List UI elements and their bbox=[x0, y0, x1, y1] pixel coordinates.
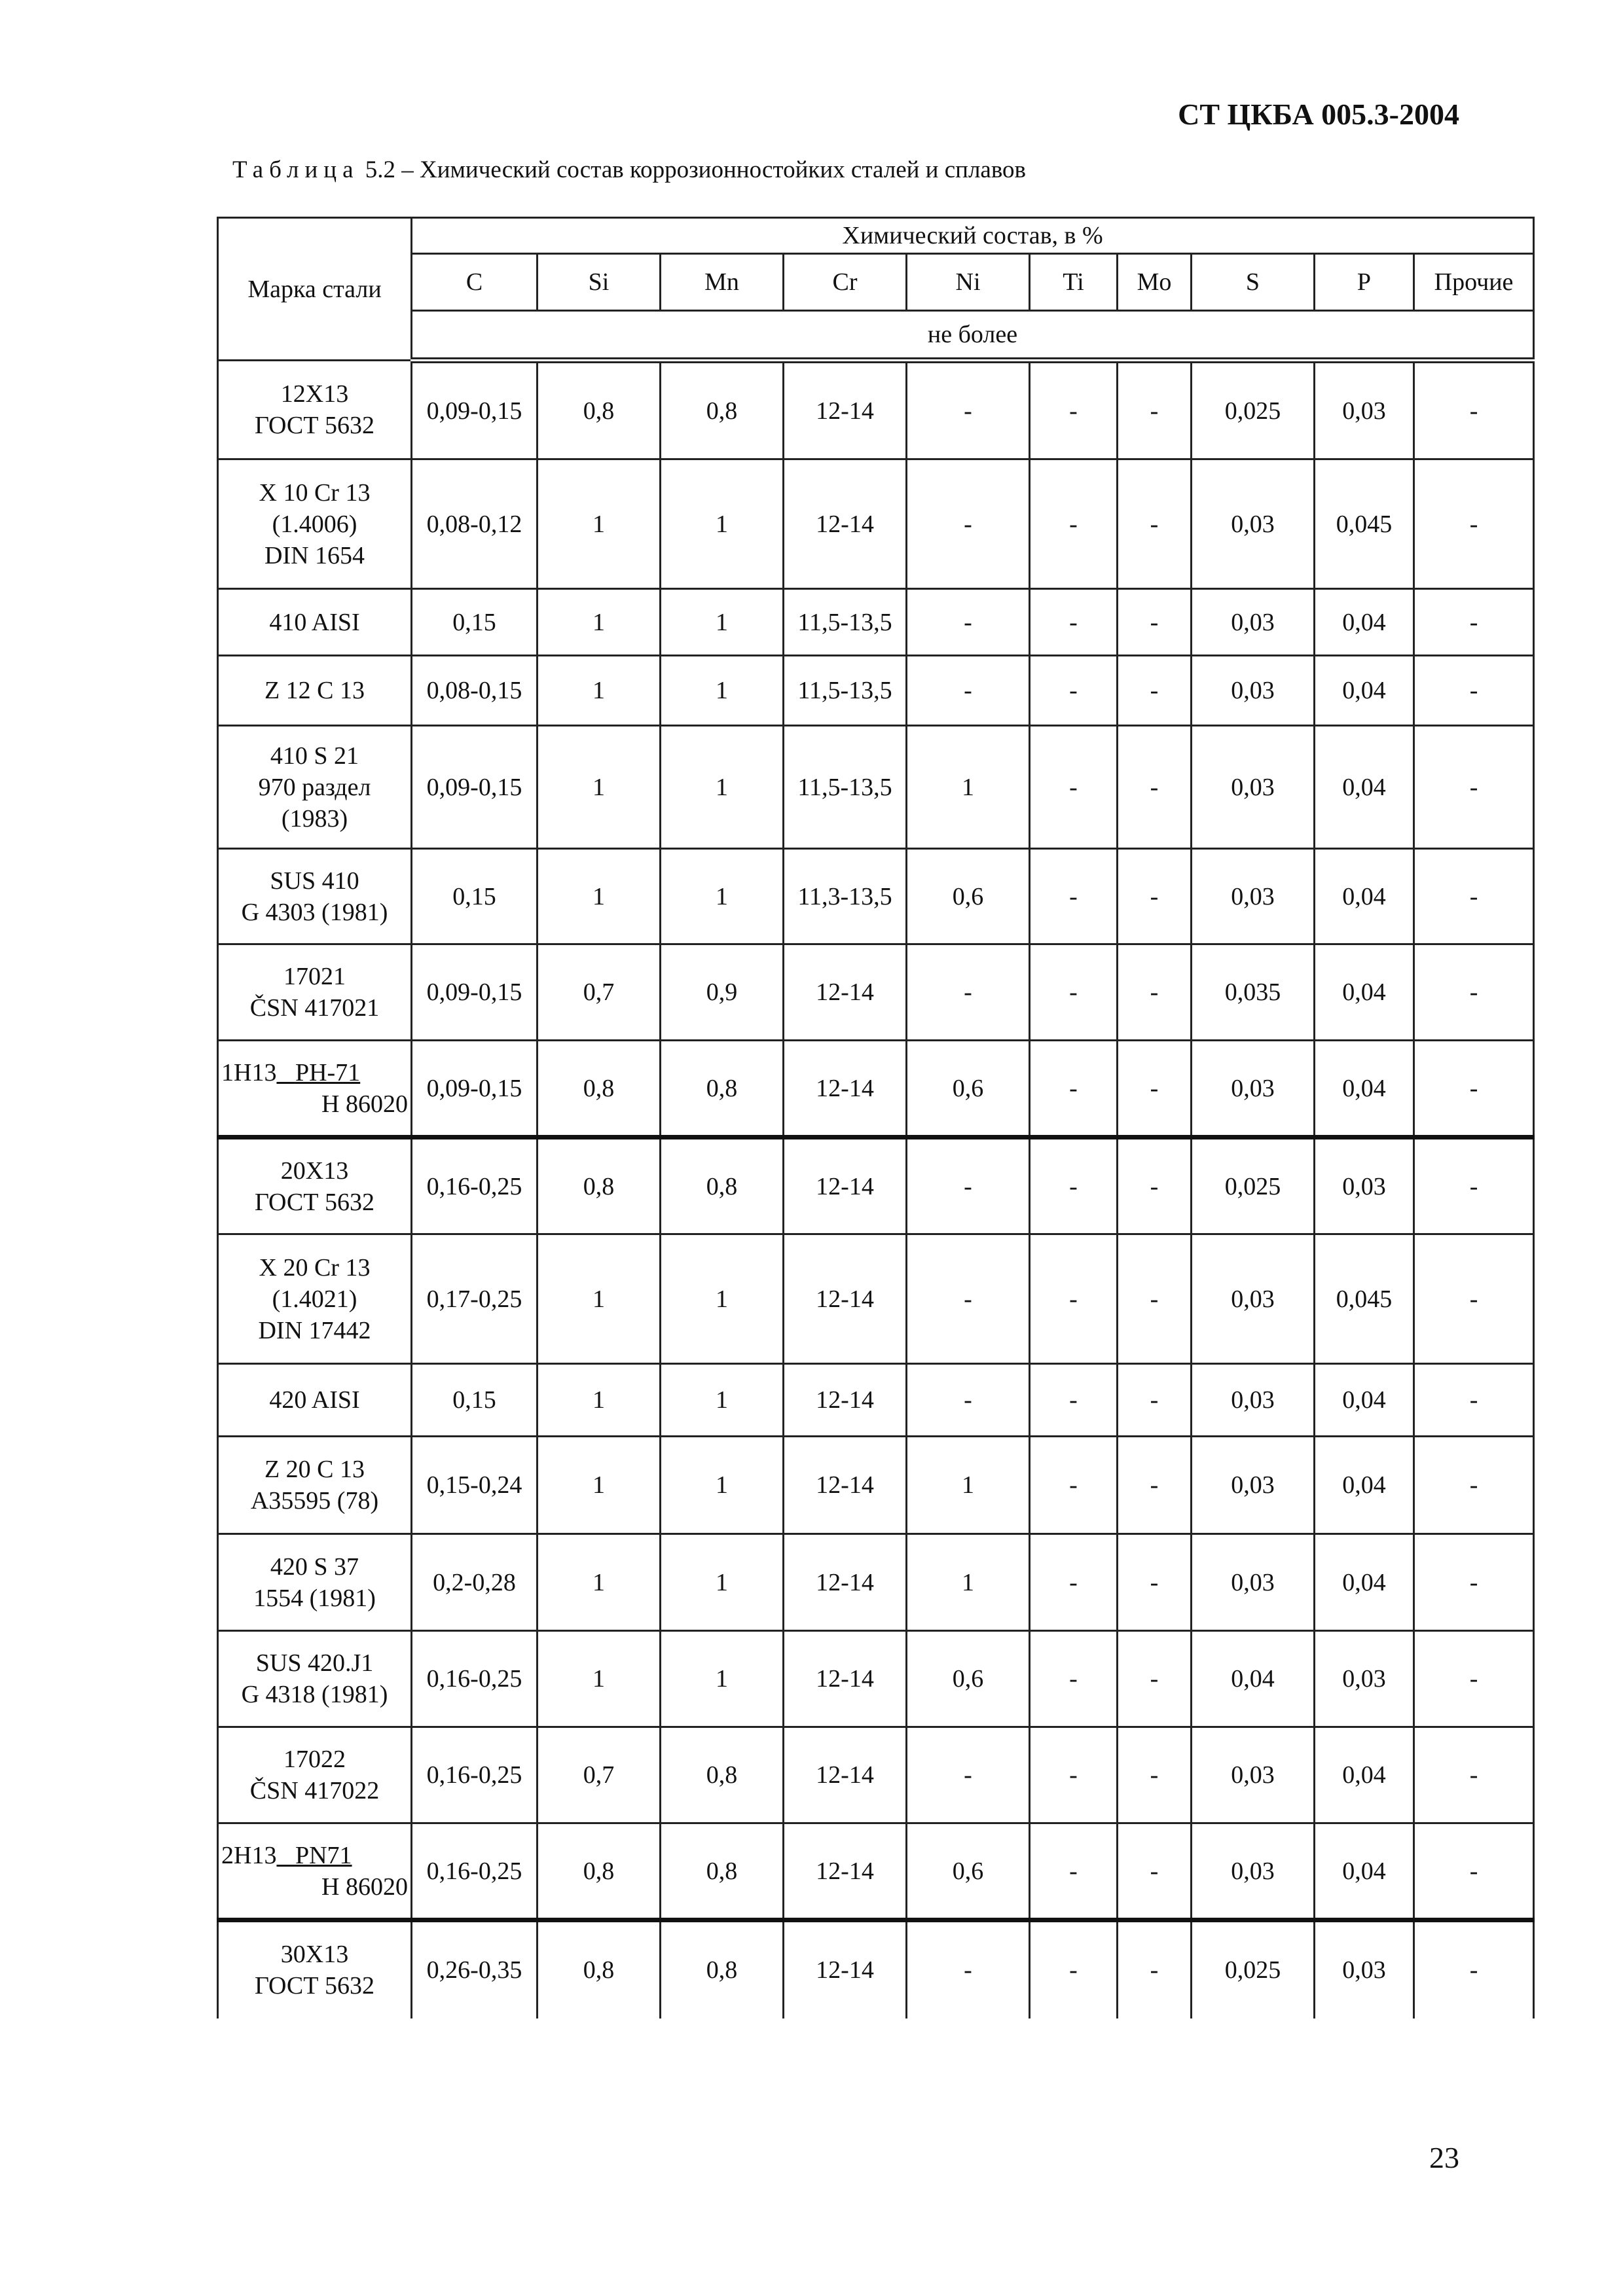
composition-value: 0,035 bbox=[1192, 944, 1315, 1041]
composition-value: - bbox=[1414, 656, 1534, 726]
composition-value: 0,03 bbox=[1192, 459, 1315, 589]
composition-value: 1 bbox=[538, 589, 661, 656]
composition-value: 0,03 bbox=[1315, 1138, 1414, 1234]
composition-value: 0,04 bbox=[1315, 1727, 1414, 1823]
page-number: 23 bbox=[1429, 2141, 1459, 2174]
composition-value: - bbox=[1030, 589, 1118, 656]
table-row bbox=[218, 726, 1534, 849]
steel-grade-cell bbox=[218, 1138, 412, 1234]
composition-value: 0,8 bbox=[538, 1041, 661, 1138]
steel-grade-line: 970 раздел bbox=[258, 773, 371, 801]
composition-value: 0,16-0,25 bbox=[412, 1138, 538, 1234]
composition-value: - bbox=[1118, 1138, 1192, 1234]
composition-value: - bbox=[1118, 1437, 1192, 1534]
composition-value: 1 bbox=[661, 656, 784, 726]
composition-value: 1 bbox=[538, 1364, 661, 1437]
composition-value: - bbox=[1030, 1364, 1118, 1437]
composition-value: 1 bbox=[538, 726, 661, 849]
composition-value: 11,5-13,5 bbox=[784, 656, 907, 726]
grade-spacer bbox=[276, 1059, 295, 1086]
composition-value: 1 bbox=[661, 1364, 784, 1437]
composition-value: 0,04 bbox=[1315, 849, 1414, 944]
composition-value: 0,03 bbox=[1192, 1041, 1315, 1138]
composition-value: 0,03 bbox=[1192, 1727, 1315, 1823]
steel-grade-line: 20Х13 bbox=[280, 1157, 349, 1185]
composition-value: - bbox=[1118, 1727, 1192, 1823]
composition-value: 12-14 bbox=[784, 459, 907, 589]
composition-value: 0,04 bbox=[1315, 656, 1414, 726]
steel-grade-cell bbox=[218, 1041, 412, 1138]
composition-value: 0,03 bbox=[1192, 849, 1315, 944]
table-row bbox=[218, 1727, 1534, 1823]
caption-prefix: Таблица bbox=[232, 156, 359, 183]
column-header: Ni bbox=[907, 254, 1030, 311]
steel-grade-cell bbox=[218, 726, 412, 849]
steel-grade-line: H 86020 bbox=[321, 1090, 408, 1118]
composition-value: 0,8 bbox=[538, 1920, 661, 2018]
composition-value: 1 bbox=[538, 849, 661, 944]
composition-value: 0,03 bbox=[1192, 589, 1315, 656]
composition-value: - bbox=[1030, 1631, 1118, 1727]
composition-value: 0,15 bbox=[412, 589, 538, 656]
steel-grade-line: 12Х13 bbox=[280, 380, 349, 408]
composition-value: - bbox=[1030, 944, 1118, 1041]
steel-grade-line: X 20 Cr 13 bbox=[259, 1253, 371, 1282]
composition-value: 0,03 bbox=[1315, 361, 1414, 459]
composition-value: 0,8 bbox=[661, 1138, 784, 1234]
composition-value: 12-14 bbox=[784, 1920, 907, 2018]
composition-value: 0,8 bbox=[661, 1727, 784, 1823]
composition-value: - bbox=[1118, 1041, 1192, 1138]
column-header: Mo bbox=[1118, 254, 1192, 311]
composition-value: 0,26-0,35 bbox=[412, 1920, 538, 2018]
composition-value: - bbox=[1030, 1041, 1118, 1138]
composition-value: 0,7 bbox=[538, 944, 661, 1041]
composition-value: 0,04 bbox=[1315, 944, 1414, 1041]
steel-grade-line: ГОСТ 5632 bbox=[255, 1972, 374, 2000]
table-row bbox=[218, 1041, 1534, 1138]
composition-value: 0,04 bbox=[1315, 1364, 1414, 1437]
composition-value: 12-14 bbox=[784, 1364, 907, 1437]
composition-value: 0,15 bbox=[412, 849, 538, 944]
composition-value: 1 bbox=[538, 656, 661, 726]
composition-value: 12-14 bbox=[784, 1234, 907, 1364]
composition-value: - bbox=[1118, 849, 1192, 944]
column-header: P bbox=[1315, 254, 1414, 311]
composition-value: - bbox=[1414, 459, 1534, 589]
composition-value: - bbox=[1118, 1631, 1192, 1727]
composition-value: - bbox=[1118, 459, 1192, 589]
composition-value: 0,8 bbox=[661, 1041, 784, 1138]
steel-grade-line: DIN 1654 bbox=[264, 541, 365, 569]
steel-grade-combined-line bbox=[221, 1840, 408, 1871]
composition-value: - bbox=[1414, 1234, 1534, 1364]
composition-value: 0,09-0,15 bbox=[412, 361, 538, 459]
composition-value: 11,3-13,5 bbox=[784, 849, 907, 944]
composition-value: 12-14 bbox=[784, 1534, 907, 1631]
composition-value: - bbox=[1030, 1727, 1118, 1823]
steel-grade-line: Z 20 C 13 bbox=[264, 1456, 365, 1483]
composition-value: 11,5-13,5 bbox=[784, 589, 907, 656]
table-row bbox=[218, 1823, 1534, 1920]
composition-value: - bbox=[907, 1364, 1030, 1437]
caption-text: 5.2 – Химический состав коррозионностойких сталей и сплавов bbox=[359, 156, 1027, 183]
composition-value: 12-14 bbox=[784, 1823, 907, 1920]
document-code: СТ ЦКБА 005.3-2004 bbox=[1178, 98, 1459, 131]
composition-value: 0,6 bbox=[907, 1631, 1030, 1727]
composition-value: 0,04 bbox=[1315, 589, 1414, 656]
column-header: Ti bbox=[1030, 254, 1118, 311]
chemical-composition-table bbox=[217, 217, 1535, 2018]
composition-value: 0,03 bbox=[1192, 1437, 1315, 1534]
composition-value: 12-14 bbox=[784, 944, 907, 1041]
column-header: Cr bbox=[784, 254, 907, 311]
steel-grade-line: SUS 410 bbox=[270, 867, 359, 895]
composition-value: - bbox=[907, 361, 1030, 459]
composition-value: - bbox=[1414, 1920, 1534, 2018]
steel-grade-line: ČSN 417022 bbox=[249, 1777, 380, 1804]
steel-grade-line: 17022 bbox=[283, 1746, 346, 1773]
composition-value: - bbox=[1030, 459, 1118, 589]
composition-value: - bbox=[1118, 1364, 1192, 1437]
column-header: Mn bbox=[661, 254, 784, 311]
composition-value: - bbox=[1030, 1138, 1118, 1234]
table-row bbox=[218, 1234, 1534, 1364]
composition-value: 12-14 bbox=[784, 1631, 907, 1727]
composition-value: - bbox=[1118, 589, 1192, 656]
composition-value: 0,04 bbox=[1315, 1437, 1414, 1534]
steel-grade-cell bbox=[218, 459, 412, 589]
composition-value: 0,03 bbox=[1192, 1364, 1315, 1437]
limit-note: не более bbox=[412, 311, 1534, 361]
steel-grade-line: 1H13 bbox=[221, 1058, 277, 1086]
steel-grade-cell bbox=[218, 1534, 412, 1631]
column-header: Si bbox=[538, 254, 661, 311]
composition-value: - bbox=[1030, 1234, 1118, 1364]
table-row bbox=[218, 1534, 1534, 1631]
composition-value: 0,045 bbox=[1315, 1234, 1414, 1364]
composition-value: - bbox=[1414, 944, 1534, 1041]
steel-grade-line: 410 S 21 bbox=[270, 742, 359, 770]
composition-value: 0,045 bbox=[1315, 459, 1414, 589]
composition-value: - bbox=[1030, 361, 1118, 459]
composition-value: 0,09-0,15 bbox=[412, 726, 538, 849]
composition-value: 1 bbox=[661, 1234, 784, 1364]
composition-value: 1 bbox=[661, 1437, 784, 1534]
composition-value: 0,8 bbox=[538, 1823, 661, 1920]
composition-value: 0,04 bbox=[1315, 726, 1414, 849]
composition-value: 0,8 bbox=[538, 1138, 661, 1234]
steel-grade-line: Z 12 C 13 bbox=[264, 677, 365, 704]
composition-value: - bbox=[1118, 361, 1192, 459]
composition-value: 0,7 bbox=[538, 1727, 661, 1823]
table-row bbox=[218, 1631, 1534, 1727]
composition-value: 12-14 bbox=[784, 1437, 907, 1534]
composition-value: 0,8 bbox=[661, 1823, 784, 1920]
steel-grade-line: ГОСТ 5632 bbox=[255, 412, 374, 439]
composition-value: 1 bbox=[661, 726, 784, 849]
steel-grade-line: 1554 (1981) bbox=[253, 1584, 376, 1612]
composition-value: 12-14 bbox=[784, 1727, 907, 1823]
table-caption bbox=[232, 156, 1026, 184]
composition-value: 0,03 bbox=[1315, 1631, 1414, 1727]
steel-grade-cell bbox=[218, 361, 412, 459]
table-row bbox=[218, 1920, 1534, 2018]
steel-grade-line: (1.4006) bbox=[272, 510, 357, 538]
composition-value: - bbox=[1414, 1727, 1534, 1823]
composition-value: 0,2-0,28 bbox=[412, 1534, 538, 1631]
composition-value: - bbox=[1118, 726, 1192, 849]
steel-grade-line: 410 AISI bbox=[269, 608, 360, 636]
composition-value: 1 bbox=[538, 1234, 661, 1364]
table-row bbox=[218, 1364, 1534, 1437]
composition-value: 0,16-0,25 bbox=[412, 1727, 538, 1823]
composition-value: - bbox=[1030, 656, 1118, 726]
composition-value: 1 bbox=[661, 1534, 784, 1631]
composition-value: - bbox=[907, 1727, 1030, 1823]
steel-grade-cell bbox=[218, 1364, 412, 1437]
composition-value: - bbox=[1118, 944, 1192, 1041]
column-header: S bbox=[1192, 254, 1315, 311]
steel-grade-line: (1.4021) bbox=[272, 1285, 357, 1313]
composition-value: 0,6 bbox=[907, 1823, 1030, 1920]
composition-value: - bbox=[1414, 1041, 1534, 1138]
steel-grade-line: G 4318 (1981) bbox=[241, 1681, 388, 1708]
composition-value: - bbox=[1414, 1364, 1534, 1437]
composition-value: - bbox=[1030, 849, 1118, 944]
composition-header: Химический состав, в % bbox=[412, 218, 1534, 254]
composition-value: - bbox=[1118, 656, 1192, 726]
steel-grade-line: DIN 17442 bbox=[258, 1316, 371, 1344]
composition-value: - bbox=[1118, 1823, 1192, 1920]
composition-value: - bbox=[1414, 1138, 1534, 1234]
composition-value: 0,16-0,25 bbox=[412, 1823, 538, 1920]
steel-grade-cell bbox=[218, 656, 412, 726]
table-row bbox=[218, 361, 1534, 459]
composition-value: 0,025 bbox=[1192, 361, 1315, 459]
composition-value: 0,9 bbox=[661, 944, 784, 1041]
table-row bbox=[218, 1437, 1534, 1534]
composition-value: - bbox=[1030, 1920, 1118, 2018]
composition-value: - bbox=[1414, 1631, 1534, 1727]
composition-value: - bbox=[907, 944, 1030, 1041]
composition-value: 1 bbox=[538, 1631, 661, 1727]
steel-grade-cell bbox=[218, 944, 412, 1041]
composition-value: 0,08-0,12 bbox=[412, 459, 538, 589]
steel-grade-combined-line bbox=[221, 1057, 408, 1088]
composition-value: - bbox=[1118, 1234, 1192, 1364]
steel-grade-line: PH-71 bbox=[295, 1058, 361, 1086]
composition-value: 0,17-0,25 bbox=[412, 1234, 538, 1364]
composition-value: - bbox=[1414, 361, 1534, 459]
composition-value: - bbox=[1414, 726, 1534, 849]
composition-value: 0,025 bbox=[1192, 1138, 1315, 1234]
composition-value: 0,04 bbox=[1192, 1631, 1315, 1727]
composition-value: 0,6 bbox=[907, 1041, 1030, 1138]
steel-grade-cell bbox=[218, 589, 412, 656]
steel-grade-line: X 10 Cr 13 bbox=[259, 478, 371, 507]
composition-value: - bbox=[1414, 1437, 1534, 1534]
composition-value: 0,15-0,24 bbox=[412, 1437, 538, 1534]
composition-value: - bbox=[907, 1920, 1030, 2018]
grade-spacer bbox=[276, 1842, 295, 1869]
composition-value: 0,04 bbox=[1315, 1041, 1414, 1138]
steel-grade-cell bbox=[218, 1234, 412, 1364]
table-row bbox=[218, 1138, 1534, 1234]
composition-value: - bbox=[1030, 726, 1118, 849]
composition-value: - bbox=[907, 1138, 1030, 1234]
composition-value: 1 bbox=[661, 589, 784, 656]
steel-grade-cell bbox=[218, 1437, 412, 1534]
composition-value: 0,8 bbox=[538, 361, 661, 459]
composition-value: 0,15 bbox=[412, 1364, 538, 1437]
composition-value: 0,6 bbox=[907, 849, 1030, 944]
composition-value: 0,03 bbox=[1315, 1920, 1414, 2018]
steel-grade-line: A35595 (78) bbox=[250, 1487, 379, 1515]
steel-grade-line: PN71 bbox=[295, 1841, 352, 1869]
composition-value: 0,09-0,15 bbox=[412, 944, 538, 1041]
composition-value: 0,09-0,15 bbox=[412, 1041, 538, 1138]
composition-value: 1 bbox=[538, 1437, 661, 1534]
steel-grade-line: 17021 bbox=[283, 963, 346, 990]
composition-value: - bbox=[1030, 1534, 1118, 1631]
composition-value: 12-14 bbox=[784, 1138, 907, 1234]
composition-value: 0,08-0,15 bbox=[412, 656, 538, 726]
steel-grade-line: H 86020 bbox=[321, 1873, 408, 1901]
composition-value: - bbox=[1414, 1534, 1534, 1631]
composition-value: 12-14 bbox=[784, 361, 907, 459]
composition-value: - bbox=[1414, 849, 1534, 944]
composition-value: 0,03 bbox=[1192, 1234, 1315, 1364]
composition-value: - bbox=[1414, 1823, 1534, 1920]
composition-value: 1 bbox=[661, 459, 784, 589]
composition-value: 0,03 bbox=[1192, 726, 1315, 849]
table-row bbox=[218, 849, 1534, 944]
composition-value: 0,16-0,25 bbox=[412, 1631, 538, 1727]
composition-value: 0,03 bbox=[1192, 1534, 1315, 1631]
composition-value: - bbox=[1030, 1823, 1118, 1920]
composition-value: 1 bbox=[907, 1437, 1030, 1534]
composition-value: 0,03 bbox=[1192, 656, 1315, 726]
composition-value: - bbox=[1118, 1534, 1192, 1631]
table-row bbox=[218, 944, 1534, 1041]
composition-value: 0,8 bbox=[661, 1920, 784, 2018]
composition-value: 1 bbox=[907, 1534, 1030, 1631]
steel-grade-cell bbox=[218, 1727, 412, 1823]
steel-grade-line: 2H13 bbox=[221, 1841, 277, 1869]
composition-value: 0,025 bbox=[1192, 1920, 1315, 2018]
composition-value: 1 bbox=[661, 1631, 784, 1727]
composition-value: 1 bbox=[661, 849, 784, 944]
steel-grade-cell bbox=[218, 849, 412, 944]
column-header: C bbox=[412, 254, 538, 311]
table-row bbox=[218, 459, 1534, 589]
composition-value: - bbox=[1118, 1920, 1192, 2018]
steel-grade-cell bbox=[218, 1823, 412, 1920]
composition-value: 1 bbox=[538, 459, 661, 589]
steel-grade-line: ГОСТ 5632 bbox=[255, 1188, 374, 1216]
steel-grade-line: (1983) bbox=[281, 804, 348, 833]
composition-value: - bbox=[907, 656, 1030, 726]
steel-grade-line: 420 S 37 bbox=[270, 1552, 359, 1581]
steel-grade-line: 420 AISI bbox=[269, 1386, 360, 1414]
composition-value: 0,03 bbox=[1192, 1823, 1315, 1920]
steel-grade-cell bbox=[218, 1631, 412, 1727]
composition-value: - bbox=[907, 589, 1030, 656]
composition-value: - bbox=[1030, 1437, 1118, 1534]
composition-value: 0,04 bbox=[1315, 1534, 1414, 1631]
composition-value: - bbox=[907, 1234, 1030, 1364]
composition-value: 11,5-13,5 bbox=[784, 726, 907, 849]
composition-value: - bbox=[1414, 589, 1534, 656]
steel-grade-line: SUS 420.J1 bbox=[255, 1649, 374, 1677]
composition-value: 1 bbox=[907, 726, 1030, 849]
table-row bbox=[218, 656, 1534, 726]
steel-grade-cell bbox=[218, 1920, 412, 2018]
steel-grade-line: 30Х13 bbox=[280, 1941, 349, 1969]
table-row bbox=[218, 589, 1534, 656]
steel-grade-line: G 4303 (1981) bbox=[241, 898, 388, 926]
composition-value: - bbox=[907, 459, 1030, 589]
steel-grade-line: ČSN 417021 bbox=[249, 994, 380, 1022]
grade-header: Марка стали bbox=[218, 218, 412, 361]
composition-value: 1 bbox=[538, 1534, 661, 1631]
composition-value: 0,8 bbox=[661, 361, 784, 459]
composition-value: 12-14 bbox=[784, 1041, 907, 1138]
column-header: Прочие bbox=[1414, 254, 1534, 311]
composition-value: 0,04 bbox=[1315, 1823, 1414, 1920]
